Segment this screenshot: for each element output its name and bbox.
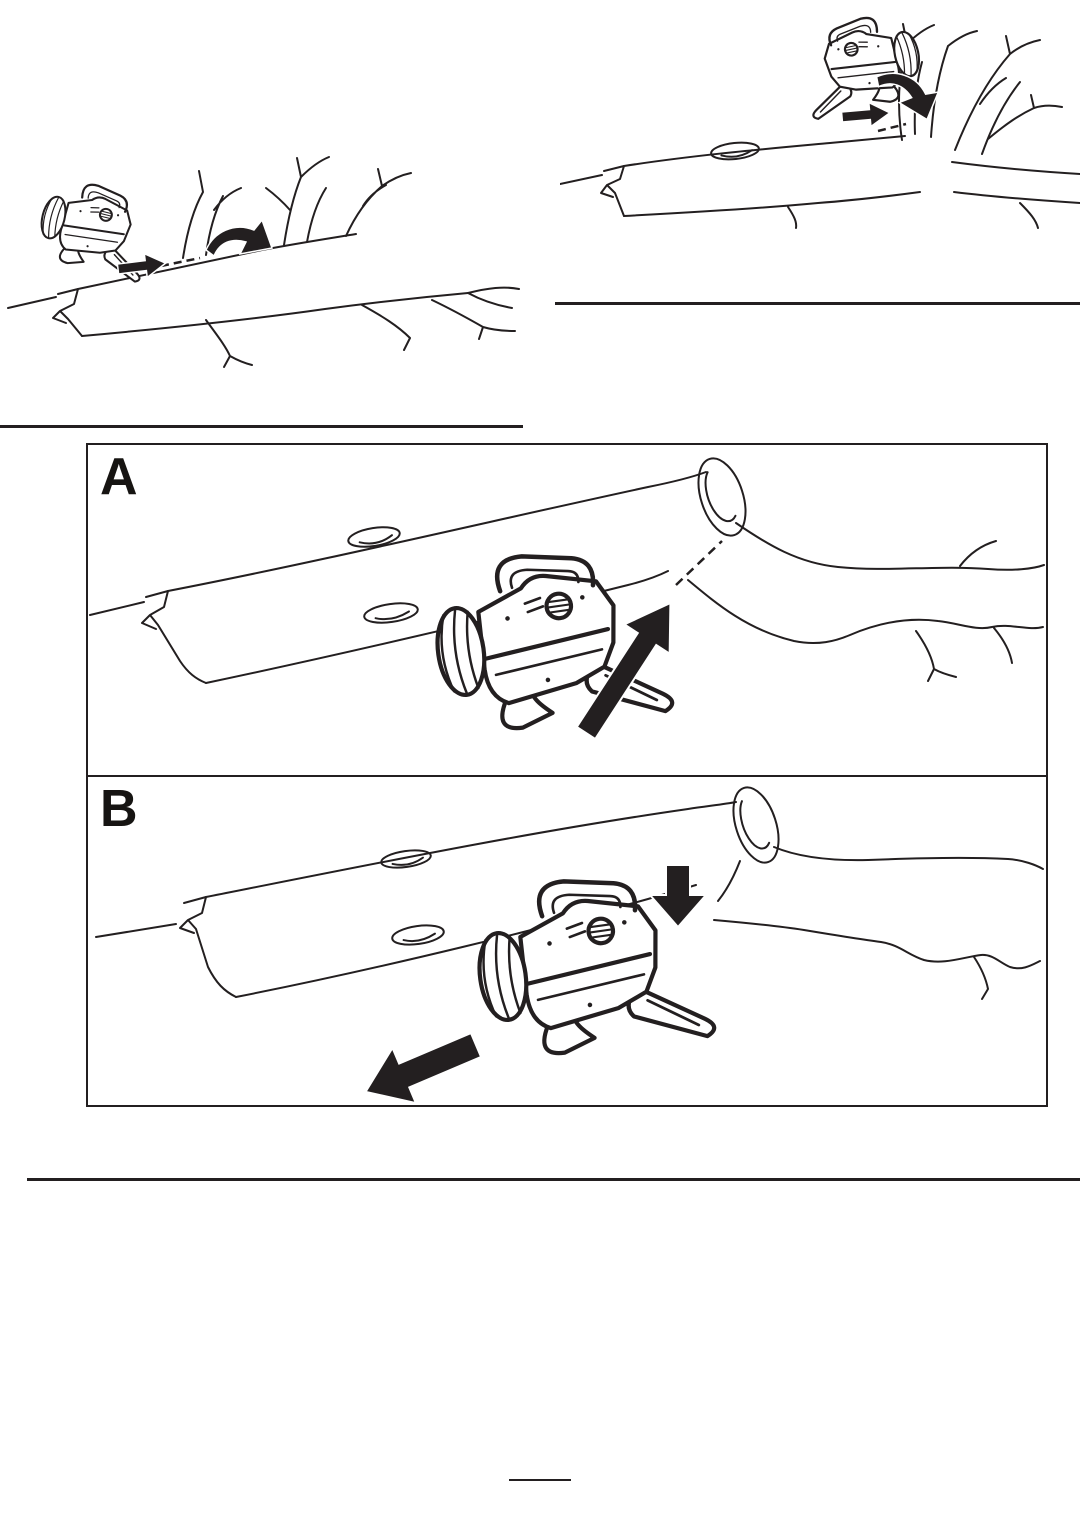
panel-b-drawing <box>88 777 1046 1105</box>
panel-a-label: A <box>100 448 138 506</box>
footer-divider <box>27 1178 1080 1181</box>
cut-line-dashed <box>878 124 906 131</box>
curved-motion-arrow-icon <box>206 220 272 256</box>
limbing-right-drawing <box>560 4 1080 232</box>
figure-bucking-box <box>86 443 1048 1107</box>
figure-panel-b <box>88 775 1046 1105</box>
section-divider-right <box>555 302 1080 305</box>
limbing-left-drawing <box>0 148 523 373</box>
panel-a-drawing <box>88 445 1046 773</box>
figure-limbing-right <box>560 4 1080 232</box>
figure-panel-a <box>88 445 1046 775</box>
cut-direction-arrow-icon <box>841 101 891 129</box>
cut-line-dashed <box>676 541 722 585</box>
pull-back-arrow-icon <box>354 1017 488 1105</box>
page-number-rule <box>509 1479 571 1481</box>
panel-b-label: B <box>100 780 138 838</box>
log-with-branch-drawing <box>560 24 1080 228</box>
press-down-arrow-icon <box>650 865 706 927</box>
section-divider-left <box>0 425 523 428</box>
figure-limbing-left <box>0 148 523 373</box>
